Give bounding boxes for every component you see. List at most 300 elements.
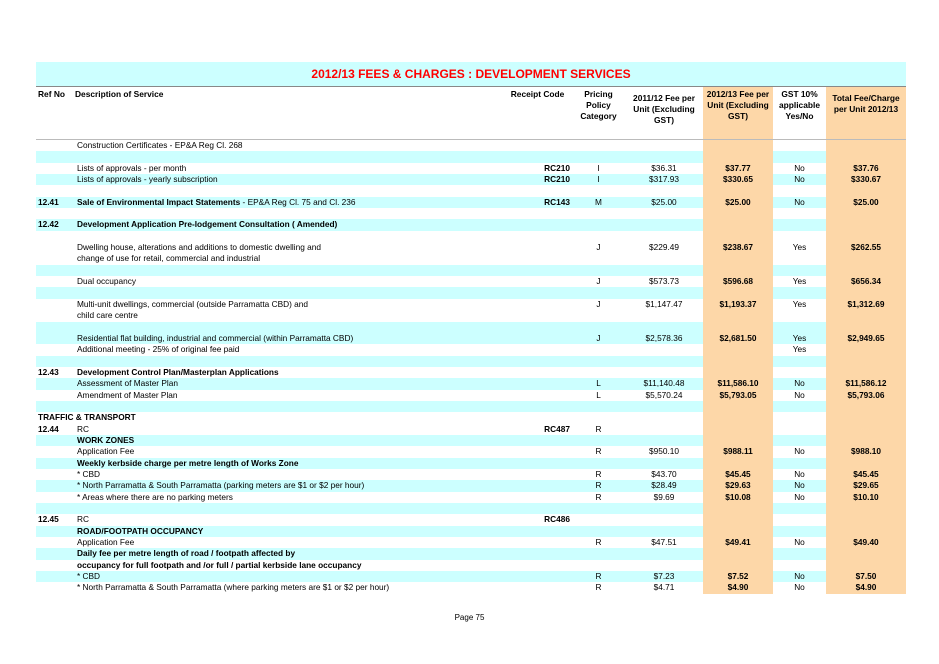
total-cell: [826, 208, 906, 219]
receipt-code-cell: [503, 140, 572, 152]
gst-cell: No: [773, 378, 826, 389]
gst-cell: Yes: [792, 276, 807, 287]
gst-cell: No: [794, 491, 805, 502]
fee-2012-cell: [703, 310, 773, 321]
description-text: WORK ZONES: [77, 434, 135, 445]
pricing-category-cell: R: [572, 571, 625, 582]
receipt-code-cell: [503, 367, 572, 378]
total-cell: $45.45: [826, 469, 906, 480]
fee-2011-cell: $950.10: [649, 446, 679, 457]
total-cell: [826, 151, 906, 162]
total-cell: [826, 367, 906, 378]
description-cell: [73, 322, 503, 333]
pricing-category-cell: [572, 401, 625, 412]
description-cell: [73, 526, 503, 537]
table-row: [36, 469, 906, 480]
fee-2012-cell: [703, 265, 773, 276]
fee-2012-cell: [703, 344, 773, 355]
ref-no-cell: [36, 140, 73, 152]
table-row: [36, 503, 906, 514]
receipt-code-cell: [503, 310, 572, 321]
col-header-pricing-policy: Pricing Policy Category: [572, 87, 625, 140]
total-cell: [826, 458, 906, 469]
fee-2012-cell: [703, 287, 773, 298]
gst-cell: [773, 140, 826, 152]
description-cell: [73, 367, 503, 378]
description-cell: [73, 333, 503, 344]
table-row: [36, 151, 906, 162]
pricing-category-cell: [572, 231, 625, 242]
description-cell: [73, 514, 503, 525]
table-row: [36, 458, 906, 469]
description-text: Dwelling house, alterations and additions to domestic dwelling and: [77, 242, 321, 253]
description-cell: [73, 537, 503, 548]
table-row: [36, 367, 906, 378]
fee-2011-cell: [625, 458, 703, 469]
page-number: Page 75: [454, 613, 485, 622]
fee-2011-cell: $43.70: [651, 468, 677, 479]
fee-2012-cell: [703, 401, 773, 412]
table-row: [36, 276, 906, 287]
receipt-code-cell: [503, 560, 572, 571]
fee-2012-cell: $2,681.50: [703, 333, 773, 344]
fee-2012-cell: [703, 367, 773, 378]
pricing-category-cell: J: [572, 333, 625, 344]
description-text: * Areas where there are no parking meters: [77, 491, 233, 502]
pricing-category-cell: I: [597, 162, 600, 173]
description-text: * CBD: [77, 571, 101, 582]
fee-2011-cell: [625, 526, 703, 537]
total-cell: [826, 344, 906, 355]
total-cell: [826, 503, 906, 514]
fee-2011-cell: $7.23: [625, 571, 703, 582]
table-row: [36, 322, 906, 333]
fee-2012-cell: [703, 151, 773, 162]
table-row: [36, 163, 906, 174]
ref-no-cell: [36, 310, 73, 321]
fee-2012-cell: [703, 253, 773, 264]
fee-2012-cell: $330.65: [703, 174, 773, 185]
ref-no-cell: [36, 526, 73, 537]
gst-cell: [773, 526, 826, 537]
pricing-category-cell: [572, 322, 625, 333]
col-header-ref: Ref No: [36, 87, 73, 140]
pricing-category-cell: J: [596, 276, 601, 287]
description-text: Lists of approvals - per month: [77, 162, 187, 173]
ref-no-cell: [36, 344, 73, 355]
description-cell: [73, 560, 503, 571]
fee-2012-cell: [703, 356, 773, 367]
fee-2011-cell: [625, 151, 703, 162]
fee-2011-cell: $4.71: [653, 582, 675, 593]
pricing-category-cell: [572, 253, 625, 264]
pricing-category-cell: R: [595, 423, 602, 434]
total-cell: $1,312.69: [826, 299, 906, 310]
ref-no-cell: [36, 174, 73, 185]
fee-2012-cell: $49.41: [703, 537, 773, 548]
fee-2011-cell: [625, 208, 703, 219]
table-row: [36, 333, 906, 344]
pricing-category-cell: [572, 458, 625, 469]
total-cell: $262.55: [826, 242, 906, 253]
receipt-code-cell: [503, 492, 572, 503]
description-text: Application Fee: [77, 537, 135, 548]
ref-no-cell: [36, 265, 73, 276]
ref-no-cell: [36, 151, 73, 162]
ref-no-cell: [36, 322, 73, 333]
description-cell: [73, 446, 503, 457]
gst-cell: No: [773, 480, 826, 491]
table-row: [36, 514, 906, 525]
total-cell: $49.40: [826, 537, 906, 548]
pricing-category-cell: R: [595, 537, 602, 548]
description-cell: [73, 469, 503, 480]
gst-cell: [773, 356, 826, 367]
ref-no-cell: [36, 299, 73, 310]
receipt-code-cell: [503, 582, 572, 593]
fee-2012-cell: [703, 185, 773, 196]
ref-no-cell: [36, 435, 73, 446]
receipt-code-cell: [503, 265, 572, 276]
receipt-code-cell: [503, 185, 572, 196]
ref-no-cell: [36, 378, 73, 389]
receipt-code-cell: [503, 299, 572, 310]
ref-no-cell: [36, 446, 73, 457]
total-cell: [826, 231, 906, 242]
receipt-code-cell: RC486: [544, 514, 570, 525]
pricing-category-cell: J: [596, 298, 601, 309]
description-cell: [73, 231, 503, 242]
page-title: 2012/13 FEES & CHARGES : DEVELOPMENT SERVICES: [36, 62, 906, 86]
receipt-code-cell: [503, 151, 572, 162]
table-row: [36, 401, 906, 412]
fee-2011-cell: $317.93: [625, 174, 703, 185]
fee-2011-cell: [625, 253, 703, 264]
fee-2011-cell: [625, 219, 703, 230]
fee-2011-cell: [625, 310, 703, 321]
ref-no-cell: [36, 356, 73, 367]
receipt-code-cell: [503, 548, 572, 559]
table-row: [36, 310, 906, 321]
total-cell: $7.50: [826, 571, 906, 582]
table-row: [36, 571, 906, 582]
fee-2011-cell: [625, 140, 703, 152]
fee-2012-cell: [703, 548, 773, 559]
ref-no-cell: [36, 503, 73, 514]
table-row: [36, 208, 906, 219]
table-row: [36, 231, 906, 242]
total-cell: [826, 185, 906, 196]
table-row: [36, 174, 906, 185]
description-cell: [73, 253, 503, 264]
gst-cell: [773, 514, 826, 525]
description-cell: [73, 390, 503, 401]
fee-2012-cell: [703, 322, 773, 333]
description-text: Dual occupancy: [77, 276, 137, 287]
description-cell: [73, 276, 503, 287]
fee-2012-cell: $11,586.10: [703, 378, 773, 389]
ref-no-cell: [36, 582, 73, 593]
description-text: * CBD: [77, 468, 101, 479]
fee-2012-cell: $45.45: [703, 469, 773, 480]
fee-2011-cell: $573.73: [649, 276, 679, 287]
table-row: [36, 526, 906, 537]
ref-no-cell: [36, 333, 73, 344]
description-text: Weekly kerbside charge per metre length of Works Zone: [77, 457, 299, 468]
total-cell: [826, 560, 906, 571]
fee-2011-cell: [625, 412, 703, 423]
fee-2012-cell: [703, 560, 773, 571]
pricing-category-cell: R: [595, 491, 602, 502]
total-cell: $10.10: [826, 492, 906, 503]
fee-2011-cell: [625, 322, 703, 333]
receipt-code-cell: [503, 446, 572, 457]
receipt-code-cell: [503, 322, 572, 333]
gst-cell: Yes: [792, 344, 807, 355]
table-row: [36, 480, 906, 491]
ref-no-cell: 12.42: [36, 219, 73, 230]
description-text: Lists of approvals - yearly subscription: [77, 174, 218, 185]
total-cell: $37.76: [826, 163, 906, 174]
fee-2011-cell: [625, 424, 703, 435]
pricing-category-cell: [572, 208, 625, 219]
total-cell: [826, 219, 906, 230]
ref-no-cell: [36, 537, 73, 548]
description-cell: [73, 503, 503, 514]
total-cell: [826, 548, 906, 559]
description-text: Development Application Pre-lodgement Consultation ( Amended): [77, 219, 338, 230]
ref-no-cell: 12.45: [38, 514, 59, 525]
table-row: [36, 219, 906, 230]
description-cell: [73, 435, 503, 446]
receipt-code-cell: RC487: [544, 423, 570, 434]
receipt-code-cell: [503, 571, 572, 582]
gst-cell: No: [794, 389, 805, 400]
gst-cell: [773, 458, 826, 469]
ref-no-cell: [36, 163, 73, 174]
description-text: occupancy for full footpath and /or full / partial kerbside lane occupancy: [77, 559, 362, 570]
receipt-code-cell: [503, 480, 572, 491]
gst-cell: [773, 231, 826, 242]
receipt-code-cell: [503, 390, 572, 401]
fee-2012-cell: $37.77: [703, 163, 773, 174]
description-text: Sale of Environmental Impact Statements: [77, 196, 241, 207]
fee-2012-cell: $4.90: [703, 582, 773, 593]
total-cell: $330.67: [826, 174, 906, 185]
receipt-code-cell: [503, 333, 572, 344]
fee-2011-cell: [625, 367, 703, 378]
table-row: [36, 492, 906, 503]
pricing-category-cell: [572, 310, 625, 321]
gst-cell: No: [773, 571, 826, 582]
receipt-code-cell: [503, 378, 572, 389]
gst-cell: [773, 503, 826, 514]
fee-2011-cell: [625, 344, 703, 355]
pricing-category-cell: [572, 526, 625, 537]
gst-cell: [773, 208, 826, 219]
fee-2012-cell: [703, 208, 773, 219]
ref-no-cell: [36, 548, 73, 559]
ref-no-cell: [36, 458, 73, 469]
table-row: [36, 197, 906, 208]
gst-cell: [773, 322, 826, 333]
total-cell: $2,949.65: [826, 333, 906, 344]
receipt-code-cell: [503, 208, 572, 219]
description-cell: [73, 492, 503, 503]
description-cell: [73, 424, 503, 435]
description-text: Construction Certificates - EP&A Reg Cl. 268: [77, 140, 243, 150]
gst-cell: [773, 287, 826, 298]
gst-cell: [773, 367, 826, 378]
table-row: [36, 435, 906, 446]
description-cell: [73, 163, 503, 174]
description-cell: [73, 344, 503, 355]
description-cell: [73, 174, 503, 185]
col-header-fee-2012: 2012/13 Fee per Unit (Excluding GST): [703, 87, 773, 140]
total-cell: [826, 322, 906, 333]
fee-2012-cell: [703, 526, 773, 537]
table-row: [36, 344, 906, 355]
fee-2011-cell: [625, 560, 703, 571]
pricing-category-cell: [572, 548, 625, 559]
col-header-fee-2011: 2011/12 Fee per Unit (Excluding GST): [625, 87, 703, 140]
gst-cell: [773, 548, 826, 559]
description-cell: [73, 140, 503, 152]
fee-2012-cell: $29.63: [703, 480, 773, 491]
description-text: Additional meeting - 25% of original fee paid: [77, 344, 240, 355]
description-text: Development Control Plan/Masterplan Applications: [77, 366, 279, 377]
pricing-category-cell: [572, 344, 625, 355]
fee-2012-cell: [703, 458, 773, 469]
description-cell: [73, 151, 503, 162]
gst-cell: [773, 424, 826, 435]
description-cell: [73, 310, 503, 321]
ref-no-cell: [36, 390, 73, 401]
gst-cell: No: [794, 446, 805, 457]
description-suffix: - EP&A Reg Cl. 75 and Cl. 236: [240, 196, 356, 207]
pricing-category-cell: R: [595, 446, 602, 457]
fee-2011-cell: $25.00: [625, 197, 703, 208]
fee-2012-cell: $1,193.37: [703, 299, 773, 310]
description-cell: [73, 265, 503, 276]
ref-no-cell: [36, 287, 73, 298]
fee-2011-cell: [625, 265, 703, 276]
col-header-gst: GST 10% applicable Yes/No: [773, 87, 826, 140]
total-cell: $25.00: [826, 197, 906, 208]
description-text: * North Parramatta & South Parramatta (parking meters are $1 or $2 per hour): [77, 480, 365, 491]
pricing-category-cell: M: [572, 197, 625, 208]
table-row: [36, 390, 906, 401]
fee-2011-cell: $47.51: [651, 537, 677, 548]
fee-2012-cell: [703, 424, 773, 435]
table-row: [36, 446, 906, 457]
gst-cell: [773, 560, 826, 571]
total-cell: [826, 287, 906, 298]
receipt-code-cell: [503, 253, 572, 264]
receipt-code-cell: [503, 219, 572, 230]
fee-2012-cell: $25.00: [703, 197, 773, 208]
pricing-category-cell: [572, 503, 625, 514]
receipt-code-cell: RC210: [544, 162, 570, 173]
pricing-category-cell: [572, 151, 625, 162]
description-cell: [73, 299, 503, 310]
table-row: [36, 356, 906, 367]
fee-2011-cell: $2,578.36: [625, 333, 703, 344]
total-cell: $988.10: [826, 446, 906, 457]
description-cell: [73, 401, 503, 412]
fee-2012-cell: [703, 503, 773, 514]
description-cell: [73, 242, 503, 253]
fee-2012-cell: [703, 435, 773, 446]
pricing-category-cell: [572, 140, 625, 152]
pricing-category-cell: R: [595, 582, 602, 593]
receipt-code-cell: [503, 412, 572, 423]
receipt-code-cell: [503, 435, 572, 446]
fee-2012-cell: $596.68: [703, 276, 773, 287]
pricing-category-cell: J: [596, 242, 601, 253]
description-text: child care centre: [77, 310, 138, 321]
receipt-code-cell: [503, 401, 572, 412]
fee-2011-cell: $1,147.47: [645, 298, 683, 309]
fee-2011-cell: [625, 185, 703, 196]
fee-2011-cell: [625, 287, 703, 298]
receipt-code-cell: [503, 287, 572, 298]
fee-2012-cell: $988.11: [703, 446, 773, 457]
pricing-category-cell: R: [572, 480, 625, 491]
ref-no-cell: [36, 480, 73, 491]
fee-2012-cell: $5,793.05: [703, 390, 773, 401]
fee-2012-cell: $7.52: [703, 571, 773, 582]
description-cell: [73, 378, 503, 389]
receipt-code-cell: [503, 526, 572, 537]
receipt-code-cell: [503, 231, 572, 242]
fee-2011-cell: $11,140.48: [625, 378, 703, 389]
pricing-category-cell: [572, 287, 625, 298]
total-cell: [826, 424, 906, 435]
fee-2011-cell: $9.69: [653, 491, 675, 502]
table-row: [36, 287, 906, 298]
pricing-category-cell: L: [572, 378, 625, 389]
gst-cell: [773, 185, 826, 196]
receipt-code-cell: [503, 503, 572, 514]
table-row: [36, 140, 906, 152]
description-text: RC: [77, 423, 89, 434]
pricing-category-cell: [572, 435, 625, 446]
table-row: [36, 548, 906, 559]
pricing-category-cell: [572, 514, 625, 525]
receipt-code-cell: RC143: [503, 197, 572, 208]
ref-no-cell: [36, 231, 73, 242]
ref-no-cell: [36, 253, 73, 264]
table-row: [36, 424, 906, 435]
total-cell: [826, 401, 906, 412]
gst-cell: [773, 219, 826, 230]
table-row: [36, 537, 906, 548]
gst-cell: No: [794, 537, 805, 548]
ref-no-cell: [36, 185, 73, 196]
gst-cell: [773, 401, 826, 412]
description-text: RC: [77, 514, 89, 525]
pricing-category-cell: [572, 560, 625, 571]
ref-no-cell: [36, 492, 73, 503]
fees-sheet: [36, 62, 906, 594]
description-cell: [73, 185, 503, 196]
gst-cell: [773, 151, 826, 162]
table-row: [36, 378, 906, 389]
pricing-category-cell: L: [596, 389, 601, 400]
total-cell: $4.90: [826, 582, 906, 593]
description-text: * North Parramatta & South Parramatta (where parking meters are $1 or $2 per hour): [77, 582, 390, 593]
